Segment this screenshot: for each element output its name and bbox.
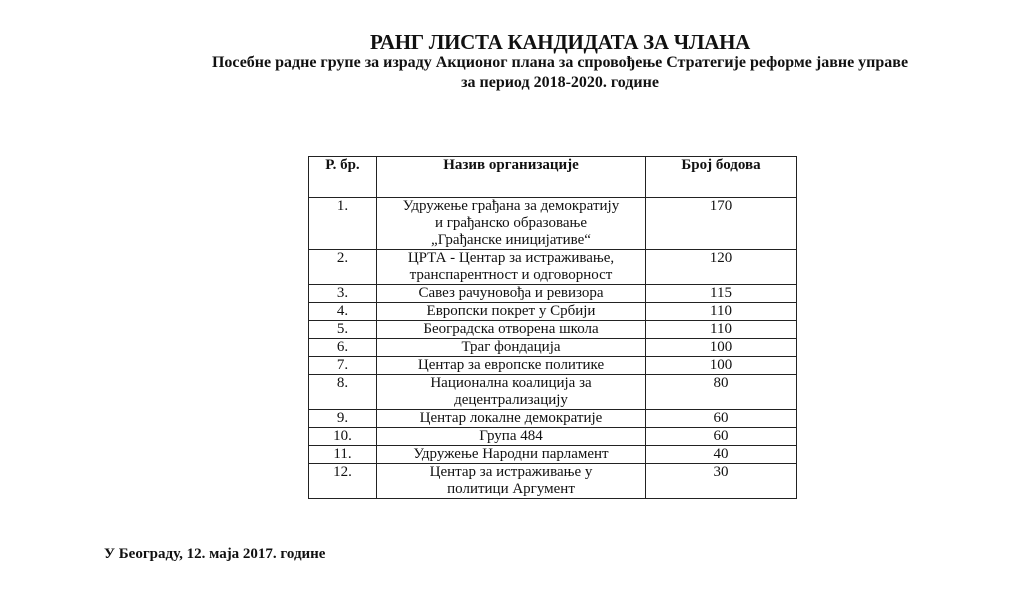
organization-name-line: Удружење грађана за демократију <box>402 198 620 214</box>
rank-number-cell: 4. <box>309 303 377 321</box>
points-cell: 40 <box>646 446 797 464</box>
header-rank-number: Р. бр. <box>309 157 377 198</box>
rank-number-cell: 5. <box>309 321 377 339</box>
document-footer-date: У Београду, 12. маја 2017. године <box>104 546 326 562</box>
rank-number-cell: 9. <box>309 410 377 428</box>
ranking-table <box>308 156 797 499</box>
organization-name-line: Београдска отворена школа <box>423 321 599 337</box>
points-cell: 80 <box>646 375 797 410</box>
document-subtitle <box>0 53 1024 93</box>
organization-name-line: политици Аргумент <box>447 481 575 497</box>
organization-name-line: Центар локалне демократије <box>419 410 603 426</box>
points-cell: 115 <box>646 285 797 303</box>
table-header-row <box>309 157 797 198</box>
organization-name-line: „Грађанске иницијативе“ <box>431 232 591 248</box>
organization-name-line: Центар за истраживање у <box>429 464 593 480</box>
rank-number-cell: 7. <box>309 357 377 375</box>
organization-name-line: Европски покрет у Србији <box>426 303 596 319</box>
rank-number-cell: 8. <box>309 375 377 410</box>
table-body <box>309 198 797 499</box>
table-row <box>309 303 797 321</box>
rank-number-cell: 6. <box>309 339 377 357</box>
organization-name-line: транспарентност и одговорност <box>409 267 613 283</box>
rank-number-cell: 10. <box>309 428 377 446</box>
organization-name-cell <box>377 285 646 303</box>
organization-name-line: Траг фондација <box>461 339 561 355</box>
table-row <box>309 428 797 446</box>
table-row <box>309 321 797 339</box>
organization-name-cell <box>377 321 646 339</box>
header-points: Број бодова <box>646 157 797 198</box>
table-row <box>309 250 797 285</box>
organization-name-cell <box>377 410 646 428</box>
rank-number-cell: 3. <box>309 285 377 303</box>
table-row <box>309 285 797 303</box>
table-row <box>309 375 797 410</box>
table-row <box>309 357 797 375</box>
points-cell: 110 <box>646 321 797 339</box>
organization-name-line: ЦРТА - Центар за истраживање, <box>407 250 615 266</box>
organization-name-cell <box>377 446 646 464</box>
organization-name-cell <box>377 428 646 446</box>
organization-name-cell <box>377 375 646 410</box>
table-row <box>309 198 797 250</box>
points-cell: 60 <box>646 410 797 428</box>
document-title: РАНГ ЛИСТА КАНДИДАТА ЗА ЧЛАНА <box>370 30 750 54</box>
organization-name-line: Национална коалиција за <box>430 375 592 391</box>
organization-name-line: децентрализацију <box>454 392 568 408</box>
organization-name-cell <box>377 339 646 357</box>
points-cell: 100 <box>646 357 797 375</box>
organization-name-line: Група 484 <box>479 428 543 444</box>
organization-name-line: Савез рачуновођа и ревизора <box>418 285 604 301</box>
rank-number-cell: 2. <box>309 250 377 285</box>
organization-name-cell <box>377 250 646 285</box>
points-cell: 170 <box>646 198 797 250</box>
table-row <box>309 339 797 357</box>
table-row <box>309 464 797 499</box>
table-row <box>309 446 797 464</box>
organization-name-cell <box>377 303 646 321</box>
points-cell: 100 <box>646 339 797 357</box>
organization-name-line: и грађанско образовање <box>434 215 588 231</box>
organization-name-line: Удружење Народни парламент <box>413 446 609 462</box>
subtitle-line-1: Посебне радне групе за израду Акционог плана за спровођење Стратегије реформе јавне управе <box>211 54 909 71</box>
rank-number-cell: 12. <box>309 464 377 499</box>
points-cell: 30 <box>646 464 797 499</box>
table-row <box>309 410 797 428</box>
subtitle-line-2: за период 2018-2020. године <box>461 74 659 91</box>
header-organization-name: Назив организације <box>377 157 646 198</box>
rank-number-cell: 11. <box>309 446 377 464</box>
rank-number-cell: 1. <box>309 198 377 250</box>
organization-name-cell <box>377 357 646 375</box>
organization-name-cell <box>377 198 646 250</box>
points-cell: 110 <box>646 303 797 321</box>
organization-name-line: Центар за европске политике <box>417 357 605 373</box>
points-cell: 60 <box>646 428 797 446</box>
points-cell: 120 <box>646 250 797 285</box>
organization-name-cell <box>377 464 646 499</box>
